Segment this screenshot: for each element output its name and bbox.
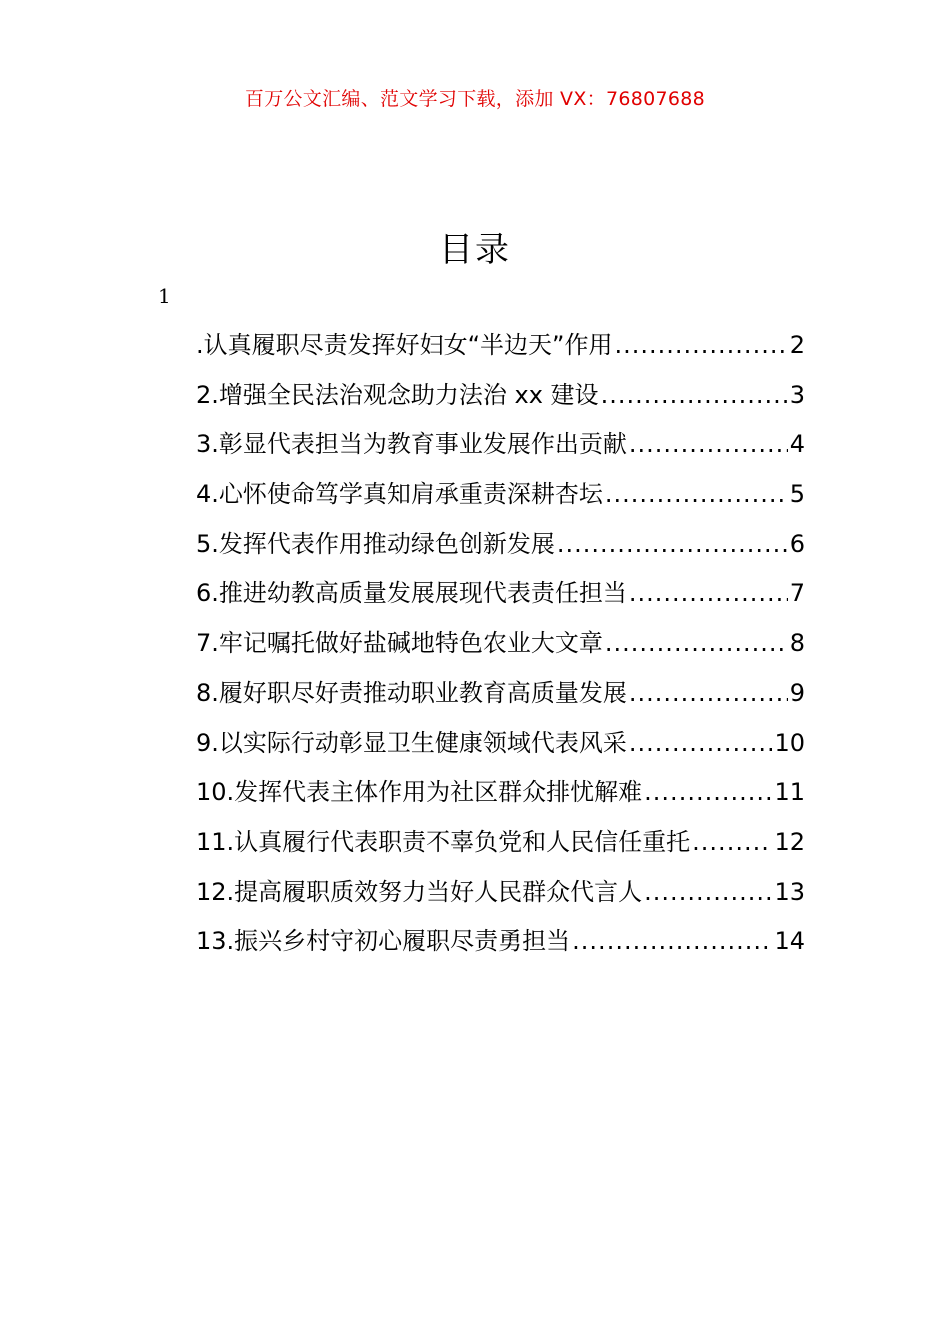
toc-entry-page: 14	[774, 927, 805, 956]
toc-entry[interactable]	[196, 327, 805, 377]
toc-leader-dots	[557, 526, 788, 562]
toc-entry[interactable]	[196, 774, 805, 824]
toc-leader-dots	[692, 824, 772, 860]
toc-entry[interactable]	[196, 377, 805, 427]
toc-leader-dots	[629, 575, 788, 611]
toc-entry-page: 9	[789, 678, 805, 707]
toc-leader-dots	[644, 774, 772, 810]
toc-entry-title: 4.心怀使命笃学真知肩承重责深耕杏坛	[196, 480, 603, 509]
toc-leader-dots	[629, 725, 773, 761]
toc-entry[interactable]	[196, 923, 805, 973]
toc-entry[interactable]	[196, 575, 805, 625]
page-title: 目录	[439, 230, 511, 270]
toc-entry-page: 3	[789, 380, 805, 409]
stray-number: 1	[158, 284, 171, 308]
toc-entry-page: 11	[774, 778, 805, 807]
table-of-contents	[196, 327, 805, 973]
toc-leader-dots	[644, 874, 772, 910]
toc-entry-title: 9.以实际行动彰显卫生健康领域代表风采	[196, 728, 627, 757]
toc-entry-page: 13	[774, 877, 805, 906]
toc-entry[interactable]	[196, 824, 805, 874]
toc-entry[interactable]	[196, 874, 805, 924]
toc-leader-dots	[629, 426, 788, 462]
toc-entry-title: 12.提高履职质效努力当好人民群众代言人	[196, 877, 643, 906]
toc-entry-title: 8.履好职尽好责推动职业教育高质量发展	[196, 678, 627, 707]
toc-entry-page: 8	[789, 629, 805, 658]
toc-entry-page: 4	[789, 430, 805, 459]
toc-entry-page: 10	[774, 728, 805, 757]
toc-entry-title: 13.振兴乡村守初心履职尽责勇担当	[196, 927, 571, 956]
toc-entry[interactable]	[196, 675, 805, 725]
toc-entry-title: 10.发挥代表主体作用为社区群众排忧解难	[196, 778, 643, 807]
toc-leader-dots	[605, 476, 788, 512]
toc-leader-dots	[605, 625, 788, 661]
toc-leader-dots	[601, 377, 788, 413]
toc-entry-title: .认真履职尽责发挥好妇女“半边天”作用	[196, 331, 613, 359]
header-note: 百万公文汇编、范文学习下载，添加 VX：76807688	[244, 88, 706, 110]
toc-entry-title: 7.牢记嘱托做好盐碱地特色农业大文章	[196, 629, 603, 658]
toc-entry-title: 5.发挥代表作用推动绿色创新发展	[196, 529, 555, 558]
toc-entry[interactable]	[196, 426, 805, 476]
toc-entry-page: 12	[774, 827, 805, 856]
toc-entry[interactable]	[196, 526, 805, 576]
toc-entry-title: 3.彰显代表担当为教育事业发展作出贡献	[196, 430, 627, 459]
toc-leader-dots	[572, 923, 772, 959]
toc-entry-page: 6	[789, 529, 805, 558]
toc-entry[interactable]	[196, 476, 805, 526]
toc-leader-dots	[629, 675, 788, 711]
toc-leader-dots	[615, 327, 788, 363]
toc-entry-title: 11.认真履行代表职责不辜负党和人民信任重托	[196, 827, 691, 856]
toc-entry[interactable]	[196, 725, 805, 775]
toc-entry-page: 5	[789, 480, 805, 509]
toc-entry-title: 2.增强全民法治观念助力法治 xx 建设	[196, 380, 599, 409]
toc-entry[interactable]	[196, 625, 805, 675]
toc-entry-title: 6.推进幼教高质量发展展现代表责任担当	[196, 579, 627, 608]
toc-entry-page: 7	[789, 579, 805, 608]
toc-entry-page: 2	[789, 331, 805, 359]
